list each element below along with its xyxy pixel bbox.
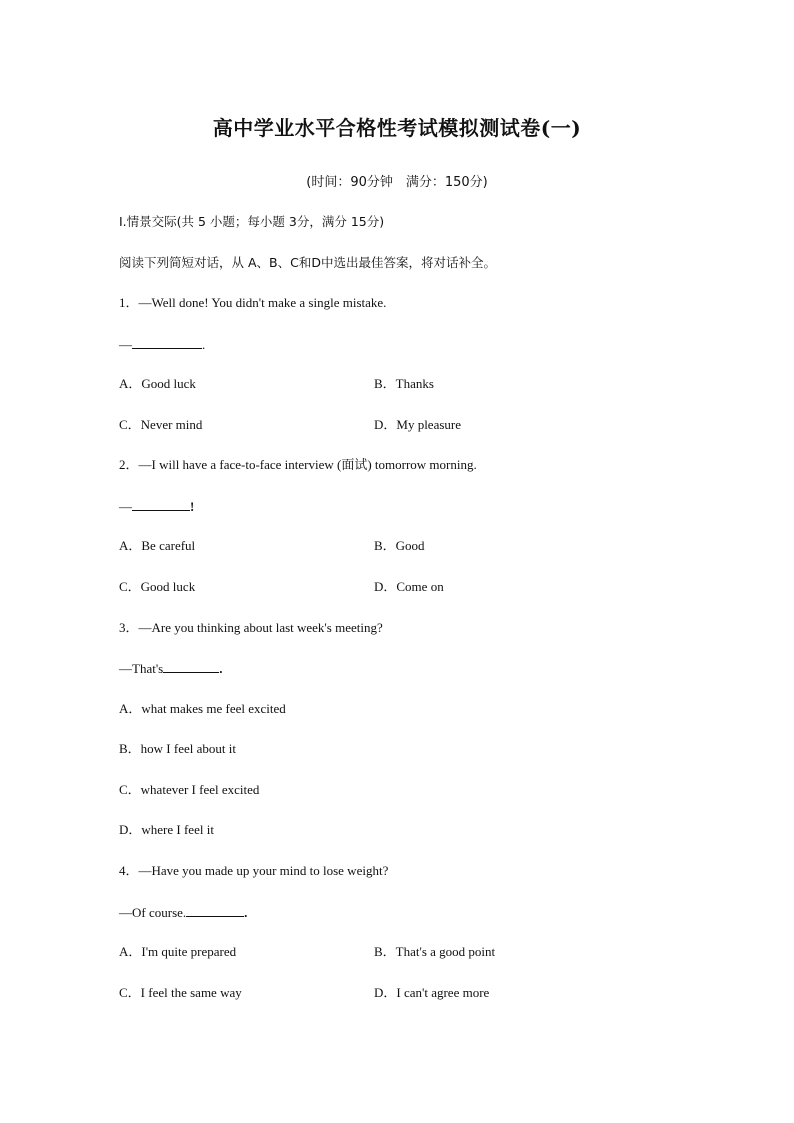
question-2-response <box>119 497 194 516</box>
response-prefix: — <box>119 499 132 514</box>
question-2-option-a: A．Be careful <box>119 538 196 553</box>
question-3-option-c: C．whatever I feel excited <box>119 782 260 797</box>
response-prefix: —That's <box>119 661 164 676</box>
question-4-option-b: B．That's a good point <box>374 944 496 959</box>
section-instruction: 阅读下列简短对话，从 A、B、C和D中选出最佳答案，将对话补全。 <box>119 255 496 270</box>
question-1-option-a: A．Good luck <box>119 376 196 391</box>
question-2-prompt-text: 2．—I will have a face-to-face interview (面试) tomorrow morning. <box>119 457 477 472</box>
answer-blank <box>163 659 219 673</box>
exam-title: 高中学业水平合格性考试模拟测试卷(一) <box>212 116 582 140</box>
question-2-option-b: B．Good <box>374 538 425 553</box>
question-3-response <box>119 659 222 678</box>
question-1-response <box>119 335 205 354</box>
question-1-option-c: C．Never mind <box>119 417 203 432</box>
question-3-option-d: D．where I feel it <box>119 822 214 837</box>
question-2-option-d: D．Come on <box>374 579 444 594</box>
question-4-option-c: C．I feel the same way <box>119 985 242 1000</box>
question-1-prompt: 1．—Well done! You didn't make a single mistake. <box>119 295 387 310</box>
answer-blank <box>132 497 190 511</box>
question-4-prompt: 4．—Have you made up your mind to lose weight? <box>119 863 389 878</box>
response-suffix: . <box>244 905 248 920</box>
response-suffix: . <box>219 661 223 676</box>
answer-blank <box>132 335 202 349</box>
response-prefix: —Of course. <box>119 905 187 920</box>
section-heading: Ⅰ.情景交际(共 5 小题；每小题 3分，满分 15分) <box>119 214 385 229</box>
answer-blank <box>186 903 244 917</box>
question-4-option-a: A．I'm quite prepared <box>119 944 237 959</box>
response-suffix: ! <box>190 499 195 514</box>
exam-time-score: (时间：90分钟 满分：150分) <box>306 175 488 190</box>
question-3-option-b: B．how I feel about it <box>119 741 236 756</box>
question-4-response <box>119 903 247 922</box>
response-prefix: — <box>119 337 132 352</box>
question-1-option-d: D．My pleasure <box>374 417 462 432</box>
question-1-option-b: B．Thanks <box>374 376 434 391</box>
response-suffix: . <box>202 337 206 352</box>
question-4-option-d: D．I can't agree more <box>374 985 490 1000</box>
question-2-prompt <box>119 456 477 474</box>
question-2-option-c: C．Good luck <box>119 579 196 594</box>
question-3-prompt: 3．—Are you thinking about last week's meeting? <box>119 620 383 635</box>
question-3-option-a: A．what makes me feel excited <box>119 701 286 716</box>
